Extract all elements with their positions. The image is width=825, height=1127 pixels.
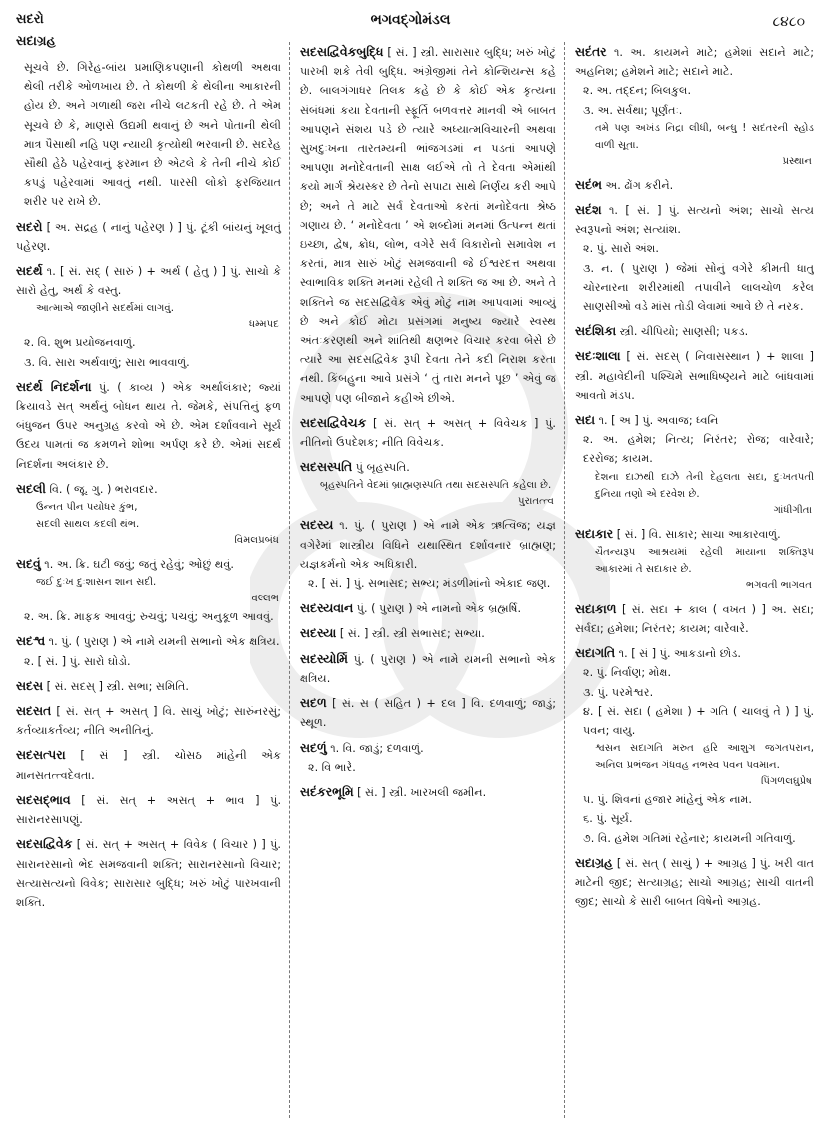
citation-quote: તમે પણ અખંડ નિદ્રા લીધી, બન્ધુ ! સદંતરની સ્હોડ વાળી સૂતા. bbox=[595, 122, 814, 151]
headword: સદસ્યવાન bbox=[300, 600, 354, 616]
sense-text: ૬. પું. સૂર્ય. bbox=[583, 812, 633, 826]
definition-text: [ સં. ] સ્ત્રી. સારાસાર બુદ્ધિ; ખરું ખોટું પારખી શકે તેવી બુદ્ધિ. અંગ્રેજીમાં તેને કોન્શિયન્સ કહે છે. બાલગંગાધર તિલક કહે છે કે કોઈ એક કૃત્યના સંબંધમાં કયા દેવતાની સ્ફૂર્તિ બળવત્તર માનવી એ બાબત આપણને સંશય પડે છે ત્યારે અધ્યાત્મવિચારની અથવા સુખદુઃખના તારતમ્યની ભાંજગડમાં ન પડતાં આપણે આપણા મનોદેવતાની સાક્ષ લઈએ તો તે દેવતા એમાંથી કયો માર્ગ શ્રેયસ્કર છે તેનો સપાટા સાથે નિર્ણય કરી આપે છે; અને તે માટે સર્વ દેવતાઓ કરતાં મનોદેવતા શ્રેષ્ઠ ગણાય છે. ‘ મનોદેવતા ’ એ શબ્દોમાં મનમાં ઉત્પન્ન થતાં ઇચ્છા, દ્વેષ, ક્રોધ, લોભ, વગેરે સર્વ વિકારોનો સમાવેશ ન કરતાં, માત્ર સારું ખોટું સમજવાની જે ઈશ્વરદત્ત અથવા સ્વાભાવિક શક્તિ મનમાં રહેલી તે શક્તિ જ આ છે. અને તે શક્તિને જ સદસદ્વિવેક એવું મોટું નામ આપવામાં આવ્યું છે અને કોઈ મોટા પ્રસંગમાં મનુષ્ય જ્યારે સ્વસ્થ અંતઃકરણથી અને શાંતિથી ક્ષણભર વિચાર કરવા બેસે છે ત્યારે આ સદસદ્વિવેક રૂપી દેવતા તેને કદી નિરાશ કરતા નથી. કિંબહુના આવે પ્રસંગે ‘ તું તારા મનને પૂછ ’ એવું જ આપણે પણ બીજાને કહીએ છીએ. bbox=[300, 46, 556, 405]
definition-text: [ સં ] સ્ત્રી. ચોસઠ માંહેની એક માનસતત્ત્વદેવતા. bbox=[16, 749, 281, 782]
sense-text: ૭. વિ. હમેશ ગતિમાં રહેનાર; કાયમની ગતિવાળું. bbox=[583, 831, 796, 845]
headword: સદાગતિ bbox=[575, 645, 616, 661]
headword: સદસસ્પતિ bbox=[300, 459, 353, 475]
dictionary-entry bbox=[16, 261, 281, 372]
citation-source: ગાંધીગીતા bbox=[773, 504, 812, 516]
headword: સદસદ્વિવેક bbox=[16, 836, 73, 852]
headword: સદંશ bbox=[575, 202, 602, 218]
definition-text: ૧. વિ. જાડું; દળવાળું. bbox=[330, 741, 424, 755]
dictionary-entry bbox=[575, 410, 814, 519]
headword: સદળ bbox=[300, 695, 327, 711]
sense-text: ૨. [ સં. ] પું. સભાસદ; સભ્ય; મંડળીમાંનો એકાદ જણ. bbox=[308, 577, 551, 591]
sense-text: ૨. [ સં. ] પું. સારો ઘોડો. bbox=[24, 654, 131, 668]
headword: સદાગ્રહ bbox=[575, 854, 613, 870]
entry-definition bbox=[575, 599, 814, 638]
citation-quote: આત્માએ જાણીને સદર્થમાં લાગવું. bbox=[36, 303, 175, 315]
entry-definition bbox=[575, 643, 814, 663]
definition-text: અ. ઢોંગ કરીને. bbox=[605, 178, 674, 192]
entry-definition bbox=[16, 676, 281, 696]
citation-quote: ઉન્નત પીન પયોધર કુંભ, bbox=[36, 502, 138, 514]
dictionary-entry bbox=[575, 524, 814, 594]
definition-text: ૧. [ સં. સદ્ ( સારું ) + અર્થ ( હેતુ ) ] પું. સાચો કે સારો હેતુ, અર્થ કે વસ્તુ. bbox=[16, 265, 281, 298]
citation-source: પુરાતત્ત્વ bbox=[518, 496, 554, 508]
dictionary-entry bbox=[16, 631, 281, 670]
headword: સદઃશાલા bbox=[575, 348, 621, 364]
sense-text: ૩. અ. સર્વથા; પૂર્ણતઃ. bbox=[583, 103, 683, 117]
headword: સદસત bbox=[16, 703, 52, 719]
citation-quote: બૃહસ્પતિને વેદમાં બ્રાહ્મણસ્પતિ તથા સદસસ્પતિ કહેલા છે. bbox=[320, 480, 552, 492]
dictionary-entry bbox=[16, 745, 281, 784]
dictionary-entry bbox=[16, 479, 281, 549]
headword: સદલી bbox=[16, 480, 46, 496]
definition-text: ૧. [ સં ] પું. આકડાનો છોડ. bbox=[618, 647, 741, 661]
definition-text: ૧. પું. ( પુરાણ ) એ નામે યમની સભાનો એક ક્ષત્રિય. bbox=[48, 635, 280, 649]
entry-definition bbox=[16, 479, 281, 499]
entry-definition bbox=[300, 515, 556, 574]
citation-quote: જઈ દુઃખ દુઃશાસન શાન સદી. bbox=[36, 577, 157, 589]
headword: સદરો bbox=[16, 218, 43, 234]
entry-definition bbox=[300, 457, 556, 477]
dictionary-entry bbox=[16, 217, 281, 256]
definition-text: [ અ. સદ્રહ ( નાનું પહેરણ ) ] પું. ટૂંકી બાંયનું ખૂલતું પહેરણ. bbox=[16, 220, 281, 253]
definition-text: વિ. ( જૂ. ગુ. ) ભરાવદાર. bbox=[49, 482, 158, 496]
sense-text: ૨. વિ. શુભ પ્રયોજનવાળું. bbox=[24, 336, 136, 350]
definition-text: [ સં. સત્ ( સાચું ) + આગ્રહ ] પું. ખરી વાત માટેની જીદ; સત્યાગ્રહ; સાચો આગ્રહ; સાચી વાતની જીદ; સાચો કે સારી બાબત વિષેનો આગ્રહ. bbox=[575, 856, 814, 909]
headword: સદસત્પરા bbox=[16, 747, 66, 763]
dictionary-entry bbox=[300, 693, 556, 732]
sense-text: ૨. વિ ભારે. bbox=[308, 760, 356, 774]
sense-text: ૨. અ. તદ્દન; બિલકુલ. bbox=[583, 84, 692, 98]
headword: સદસ bbox=[16, 677, 43, 693]
sense-text: ૩. વિ. સારા અર્થવાળું; સારા ભાવવાળું. bbox=[24, 355, 190, 369]
dictionary-entry bbox=[575, 42, 814, 170]
entry-definition bbox=[16, 790, 281, 829]
entry-definition bbox=[300, 782, 556, 802]
headword: સદવું bbox=[16, 556, 41, 572]
headword: સદા bbox=[575, 412, 595, 428]
headword: સદર્થ bbox=[16, 263, 43, 279]
column-1 bbox=[16, 58, 289, 1118]
entry-definition bbox=[575, 200, 814, 239]
headword: સદસ્યોર્મિ bbox=[300, 650, 348, 666]
entry-definition bbox=[575, 42, 814, 81]
citation-quote: દેશના દાઝથી દાઝે તેની દેહલતા સદા, દુઃખતપતી દુનિયા તણો એ દરવેશ છે. bbox=[595, 471, 814, 500]
sense-text: ૨. અ. ક્રિ. માફક આવવું; રુચવું; પચવું; અનુકૂળ આવવું. bbox=[24, 610, 274, 624]
definition-text: ૧. પું. ( પુરાણ ) એ નામે એક ઋત્વિજ; યજ્ઞ વગેરેમાં શાસ્ત્રીય વિધિને યથાસ્થિત દર્શાવનાર બ્રાહ્મણ; યજ્ઞકર્મનો એક અધિકારી. bbox=[300, 519, 556, 571]
definition-text: ૧. અ. કાયમને માટે; હમેશાં સદાને માટે; અહનિશ; હમેશને માટે; સદાને માટે. bbox=[575, 46, 814, 79]
headword: સદસ્ય bbox=[300, 517, 334, 533]
dictionary-entry bbox=[300, 649, 556, 688]
dictionary-entry bbox=[16, 377, 281, 474]
definition-text: [ સં. સદસ્ ] સ્ત્રી. સભા; સમિતિ. bbox=[46, 679, 189, 693]
entry-definition bbox=[300, 693, 556, 732]
definition-text: પું. ( કાવ્ય ) એક અર્થાલંકાર; જ્યાં ક્રિયાવડે સત્ અર્થનું બોધન થાય તે. જેમકે, સંપત્તિનું ફળ બંધુજન ઉપર અનુગ્રહ કરવો એ છે. એમ દર્શાવવાને સૂર્ય ઉદય પામતાં જ કમળને શોભા અર્પણ કરે છે. એમાં સદર્થ નિદર્શના અલંકાર છે. bbox=[16, 380, 281, 471]
entry-definition bbox=[575, 853, 814, 912]
dictionary-entry bbox=[575, 643, 814, 848]
headword: સદળું bbox=[300, 739, 327, 755]
headword: સદસ્યા bbox=[300, 625, 337, 641]
headword: સદસદ્ભાવ bbox=[16, 791, 71, 807]
dictionary-entry bbox=[575, 321, 814, 341]
sense-text: ૨. અ. હમેશ; નિત્ય; નિરંતર; રોજ; વારેવારે; દરરોજ; કાયમ. bbox=[583, 433, 814, 466]
entry-definition bbox=[575, 410, 814, 430]
page-number: ૮૪૮૦ bbox=[772, 14, 805, 30]
sense-text: ૩. ન. ( પુરાણ ) જેમાં સોનું વગેરે કીમતી ધાતુ ચોરનારના શરીરમાંથી તપાવીને લાલચોળ કરેલ સાણસીઓ વડે માંસ તોડી લેવામાં આવે છે તે નરક. bbox=[583, 261, 814, 314]
dictionary-entry bbox=[300, 457, 556, 510]
entry-definition bbox=[16, 377, 281, 474]
dictionary-entry bbox=[575, 175, 814, 195]
definition-text: [ સં. ] વિ. સાકાર; સાચા આકારવાળું. bbox=[616, 527, 781, 541]
dictionary-entry bbox=[16, 790, 281, 829]
definition-text: ૧. [ સં. ] પું. સત્યનો અંશ; સાચો સત્ય સ્વરૂપનો અંશ; સત્યાંશ. bbox=[575, 204, 814, 237]
guide-word-last: સદાગ્રહ bbox=[16, 34, 56, 49]
citation-quote: શ્વસન સદાગતિ મરુત હરિ આશુગ જગતપરાન, અનિલ પ્રભંજન ગંધવહ નભસ્વ પવન પવમાન. bbox=[595, 743, 814, 772]
dictionary-entry bbox=[16, 554, 281, 626]
definition-text: પું. ( પુરાણ ) એ નામનો એક બ્રહ્મર્ષિ. bbox=[356, 602, 522, 616]
entry-definition bbox=[575, 321, 814, 341]
citation-source: વિમલપ્રબંધ bbox=[234, 535, 279, 547]
entry-definition bbox=[16, 261, 281, 300]
sense-text: ૪. [ સં. સદા ( હમેશા ) + ગતિ ( ચાલવું તે ) ] પું. પવન; વાયુ. bbox=[583, 704, 814, 738]
entry-definition bbox=[16, 631, 281, 651]
definition-text: સ્ત્રી. ચીપિયો; સાણસી; પકડ. bbox=[619, 325, 749, 339]
headword: સદંતર bbox=[575, 44, 607, 59]
dictionary-entry bbox=[300, 42, 556, 408]
dictionary-entry bbox=[300, 413, 556, 452]
entry-definition bbox=[300, 413, 556, 452]
headword: સદંકરભૂમિ bbox=[300, 783, 354, 799]
headword: સદાકાળ bbox=[575, 600, 617, 616]
definition-text: ૧. [ અ ] પું. અવાજ; ધ્વનિ bbox=[598, 414, 719, 428]
dictionary-entry bbox=[300, 515, 556, 593]
headword: સદશ્વ bbox=[16, 633, 46, 649]
guide-word-first: સદરો bbox=[16, 12, 44, 27]
definition-text: પું. ( પુરાણ ) એ નામે યમની સભાનો એક ક્ષત્રિય. bbox=[300, 652, 557, 685]
column-2 bbox=[289, 42, 564, 1118]
headword: સદર્થ નિદર્શના bbox=[16, 378, 92, 394]
entry-definition bbox=[300, 623, 556, 643]
dictionary-entry bbox=[300, 738, 556, 777]
sense-text: ૨. પું. નિર્વાણ; મોક્ષ. bbox=[583, 666, 672, 680]
citation-source: વલ્લભ bbox=[251, 593, 279, 605]
dictionary-entry bbox=[575, 200, 814, 316]
citation-source: ધમ્મપદ bbox=[249, 319, 279, 331]
entry-definition bbox=[16, 701, 281, 740]
sense-text: ૩. પું. પરમેશ્વર. bbox=[583, 685, 654, 699]
entry-definition bbox=[16, 745, 281, 784]
headword: સદંભ bbox=[575, 176, 602, 192]
definition-text: [ સં. સ ( સહિત ) + દલ ] વિ. દળવાળું; જાડું; સ્થૂળ. bbox=[300, 697, 556, 730]
headword: સદસદ્વિવેકબુદ્ધિ bbox=[300, 44, 384, 59]
entry-definition bbox=[575, 346, 814, 405]
entry-definition bbox=[16, 217, 281, 256]
dictionary-entry bbox=[300, 598, 556, 618]
definition-text: [ સં. ] સ્ત્રી. ખારખલી જમીન. bbox=[357, 785, 487, 799]
page-title: ભગવદ્ગોમંડલ bbox=[370, 12, 451, 28]
entry-definition bbox=[16, 834, 281, 912]
dictionary-entry bbox=[16, 676, 281, 696]
dictionary-entry bbox=[300, 623, 556, 643]
entry-definition bbox=[300, 738, 556, 758]
entry-definition bbox=[575, 524, 814, 544]
dictionary-columns bbox=[16, 44, 814, 1118]
definition-text: [ સં. સત્ + અસત્ ] વિ. સાચું ખોટું; સારુંનરસું; કર્તવ્યાકર્તવ્ય; નીતિ અનીતિનું. bbox=[16, 705, 281, 738]
definition-text: [ સં. સત્ + અસત્ + ભાવ ] પું. સારાનરસાપણું. bbox=[16, 793, 281, 827]
entry-definition bbox=[300, 649, 556, 688]
dictionary-entry bbox=[16, 58, 281, 212]
sense-text: ૫. પું. શિવનાં હજાર માંહેનું એક નામ. bbox=[583, 793, 752, 807]
citation-source: પિંગળલઘુપ્રેષ bbox=[761, 776, 812, 788]
dictionary-entry bbox=[575, 346, 814, 405]
citation-source: ભગવતી ભાગવત bbox=[745, 579, 812, 591]
entry-definition bbox=[16, 554, 281, 574]
continued-text: સૂચવે છે. ગિરેહ-બાંય પ્રમાણિકપણાની કોથળી અથવા થેલી તરીકે ઓળખાય છે. તે કોથળી કે થેલીના આકારની હોય છે. અને ગળાથી જરા નીચે લટકતી રહે છે. તે એમ સૂચવે છે કે, માણસે ઉદ્યમી થવાનું છે અને પોતાની થેલી માત્ર પૈસાથી નહિ પણ ન્યાયી કૃત્યોથી ભરવાની છે. સદરેહ સૌથી હેઠે પહેરવાનું ફરમાન છે એટલે કે તેની નીચે કોઈ કપડું પહેરવામાં આવતું નથી. પારસી લોકો ફરજિયાત શરીર પર રાખે છે. bbox=[24, 61, 281, 209]
entry-definition bbox=[300, 42, 556, 408]
definition-text: [ સં. સત્ + અસત્ + વિવેક ( વિચાર ) ] પું. સારાનરસાનો ભેદ સમજવાની શક્તિ; સારાનરસાનો વિચાર; સત્યાસત્યનો વિવેક; સારાસાર બુદ્ધિ; ખરું ખોટું પારખવાની શક્તિ. bbox=[16, 838, 281, 909]
citation-source: પ્રસ્થાન bbox=[782, 155, 812, 167]
definition-text: પું બૃહસ્પતિ. bbox=[355, 461, 410, 475]
sense-text: ૨. પું. સારો અંશ. bbox=[583, 242, 659, 256]
definition-text: [ સં. સદસ્ ( નિવાસસ્થાન ) + શાલા ] સ્ત્રી. મહાવેદીની પશ્ચિમે સભાધિષ્ણ્યને માટે બાંધવામાં આવતો મંડપ. bbox=[575, 350, 814, 402]
dictionary-entry bbox=[16, 834, 281, 912]
definition-text: [ સં. ] સ્ત્રી. સ્ત્રી સભાસદ; સભ્યા. bbox=[339, 627, 485, 641]
dictionary-entry bbox=[575, 599, 814, 638]
headword: સદાકાર bbox=[575, 525, 614, 541]
entry-definition bbox=[575, 175, 814, 195]
definition-text: [ સં. સદા + કાલ ( વખત ) ] અ. સદા; સર્વદા; હમેશા; નિરંતર; કાયમ; વારેવારે. bbox=[575, 602, 814, 636]
dictionary-entry bbox=[300, 782, 556, 802]
citation-quote: ચૈતન્યરૂપ આશ્રયમાં રહેલી માયાના શક્તિરૂપ આકારમાં તે સદાકાર છે. bbox=[595, 546, 814, 575]
definition-text: [ સં. સત્ + અસત્ + વિવેચક ] પું. નીતિનો ઉપદેશક; નીતિ વિવેચક. bbox=[300, 416, 556, 450]
dictionary-entry bbox=[16, 701, 281, 740]
dictionary-entry bbox=[575, 853, 814, 912]
column-3 bbox=[564, 42, 814, 1118]
headword: સદંશિકા bbox=[575, 323, 617, 339]
entry-definition bbox=[300, 598, 556, 618]
citation-quote: સદલી સાથલ કદલી થંભ. bbox=[36, 519, 140, 531]
definition-text: ૧. અ. ક્રિ. ઘટી જવું; જતું રહેવું; ઓછું થવું. bbox=[44, 558, 234, 572]
headword: સદસદ્વિવેચક bbox=[300, 414, 367, 430]
